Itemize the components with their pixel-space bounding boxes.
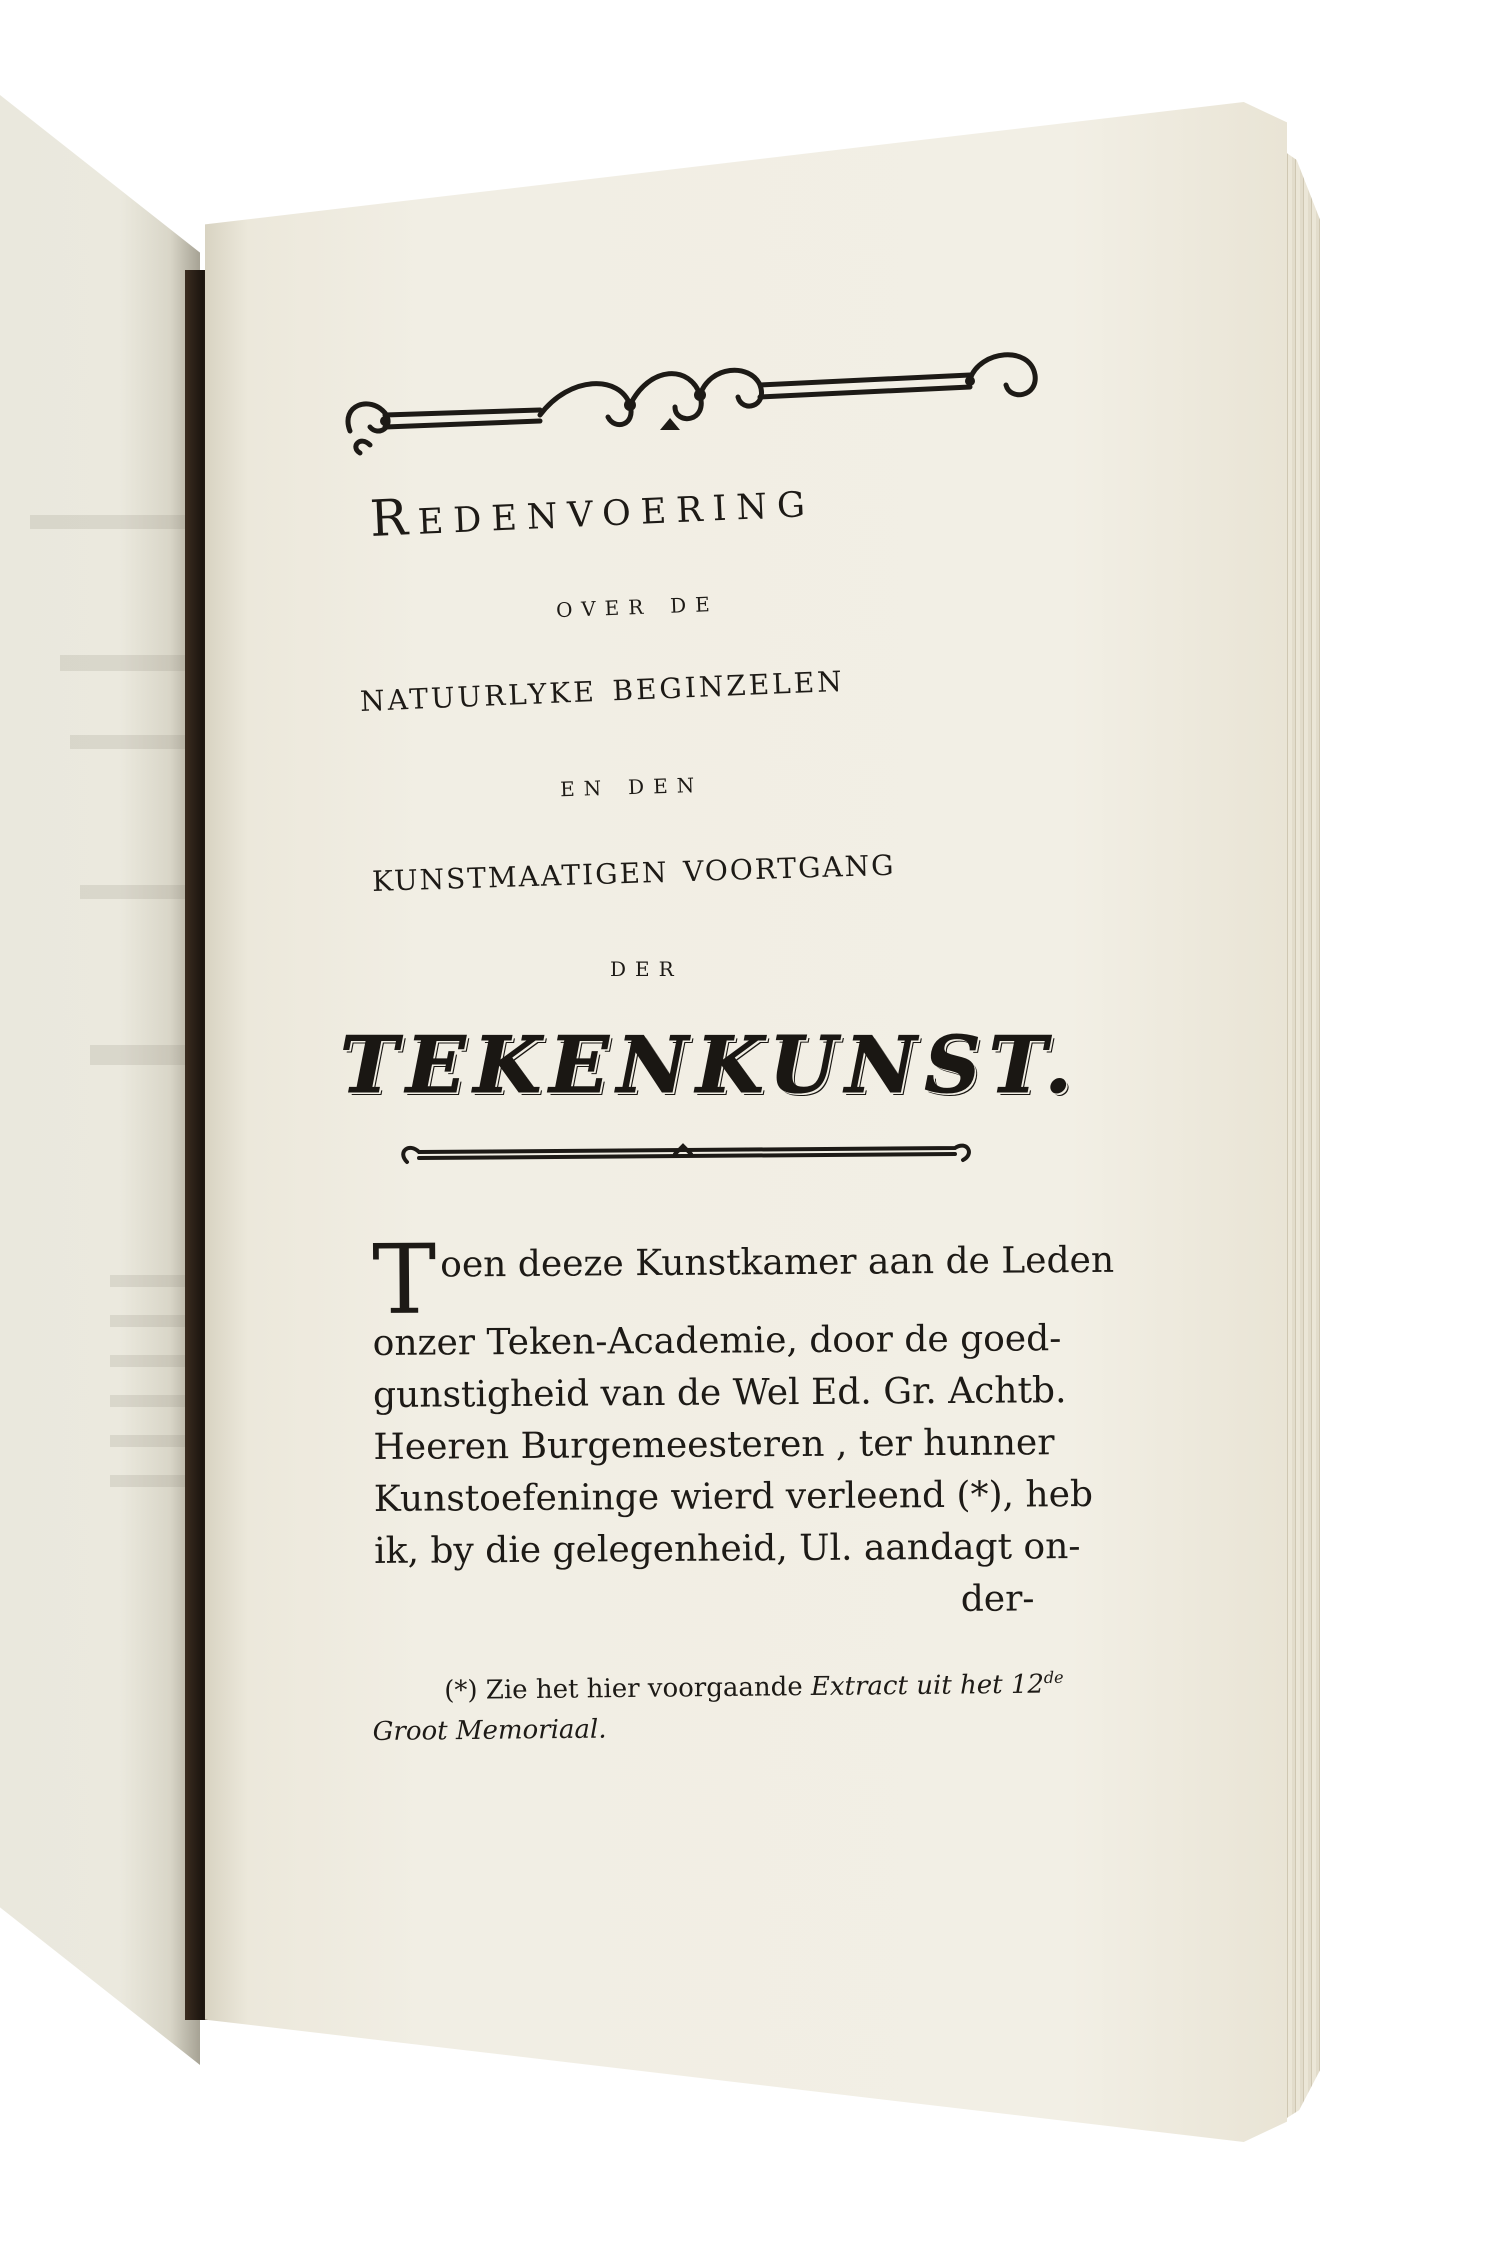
title-line-redenvoering: Redenvoering	[368, 469, 816, 548]
left-page-show-through	[0, 95, 200, 2065]
scroll-ornament-top	[330, 335, 1050, 465]
catchword: der-	[960, 1578, 1035, 1620]
body-line: gunstigheid van de Wel Ed. Gr. Achtb.	[372, 1370, 1067, 1416]
title-line-voortgang: kunstmaatigen voortgang	[371, 838, 897, 901]
footnote-line-1	[372, 1658, 1064, 1712]
body-line: Heeren Burgemeesteren , ter hunner	[373, 1422, 1055, 1468]
body-line: ik, by die gelegenheid, Ul. aandagt on-	[374, 1526, 1081, 1572]
footnote	[372, 1658, 1064, 1752]
body-line: onzer Teken-Academie, door de goed-	[372, 1318, 1062, 1364]
footnote-text-b: Extract uit het 12	[810, 1669, 1045, 1703]
title-line-over-de: over de	[555, 584, 720, 625]
title-line-beginzelen: natuurlyke beginzelen	[359, 654, 846, 721]
title-line-en-den: en den	[559, 765, 704, 804]
footnote-marker: (*)	[444, 1675, 478, 1706]
body-paragraph	[371, 1223, 1115, 1630]
left-page	[0, 95, 200, 2065]
footnote-text-a: Zie het hier voorgaande	[485, 1672, 803, 1706]
ornamental-rule	[395, 1138, 975, 1176]
title-line-tekenkunst: TEKENKUNST.	[340, 1020, 1080, 1111]
body-line: oen deeze Kunstkamer aan de Leden	[440, 1239, 1115, 1286]
footnote-line-2: Groot Memoriaal.	[372, 1714, 607, 1747]
body-line: Kunstoefeninge wierd verleend (*), heb	[373, 1473, 1094, 1520]
drop-cap: T	[371, 1223, 437, 1336]
title-line-der: der	[610, 950, 683, 983]
footnote-superscript: de	[1043, 1667, 1064, 1687]
